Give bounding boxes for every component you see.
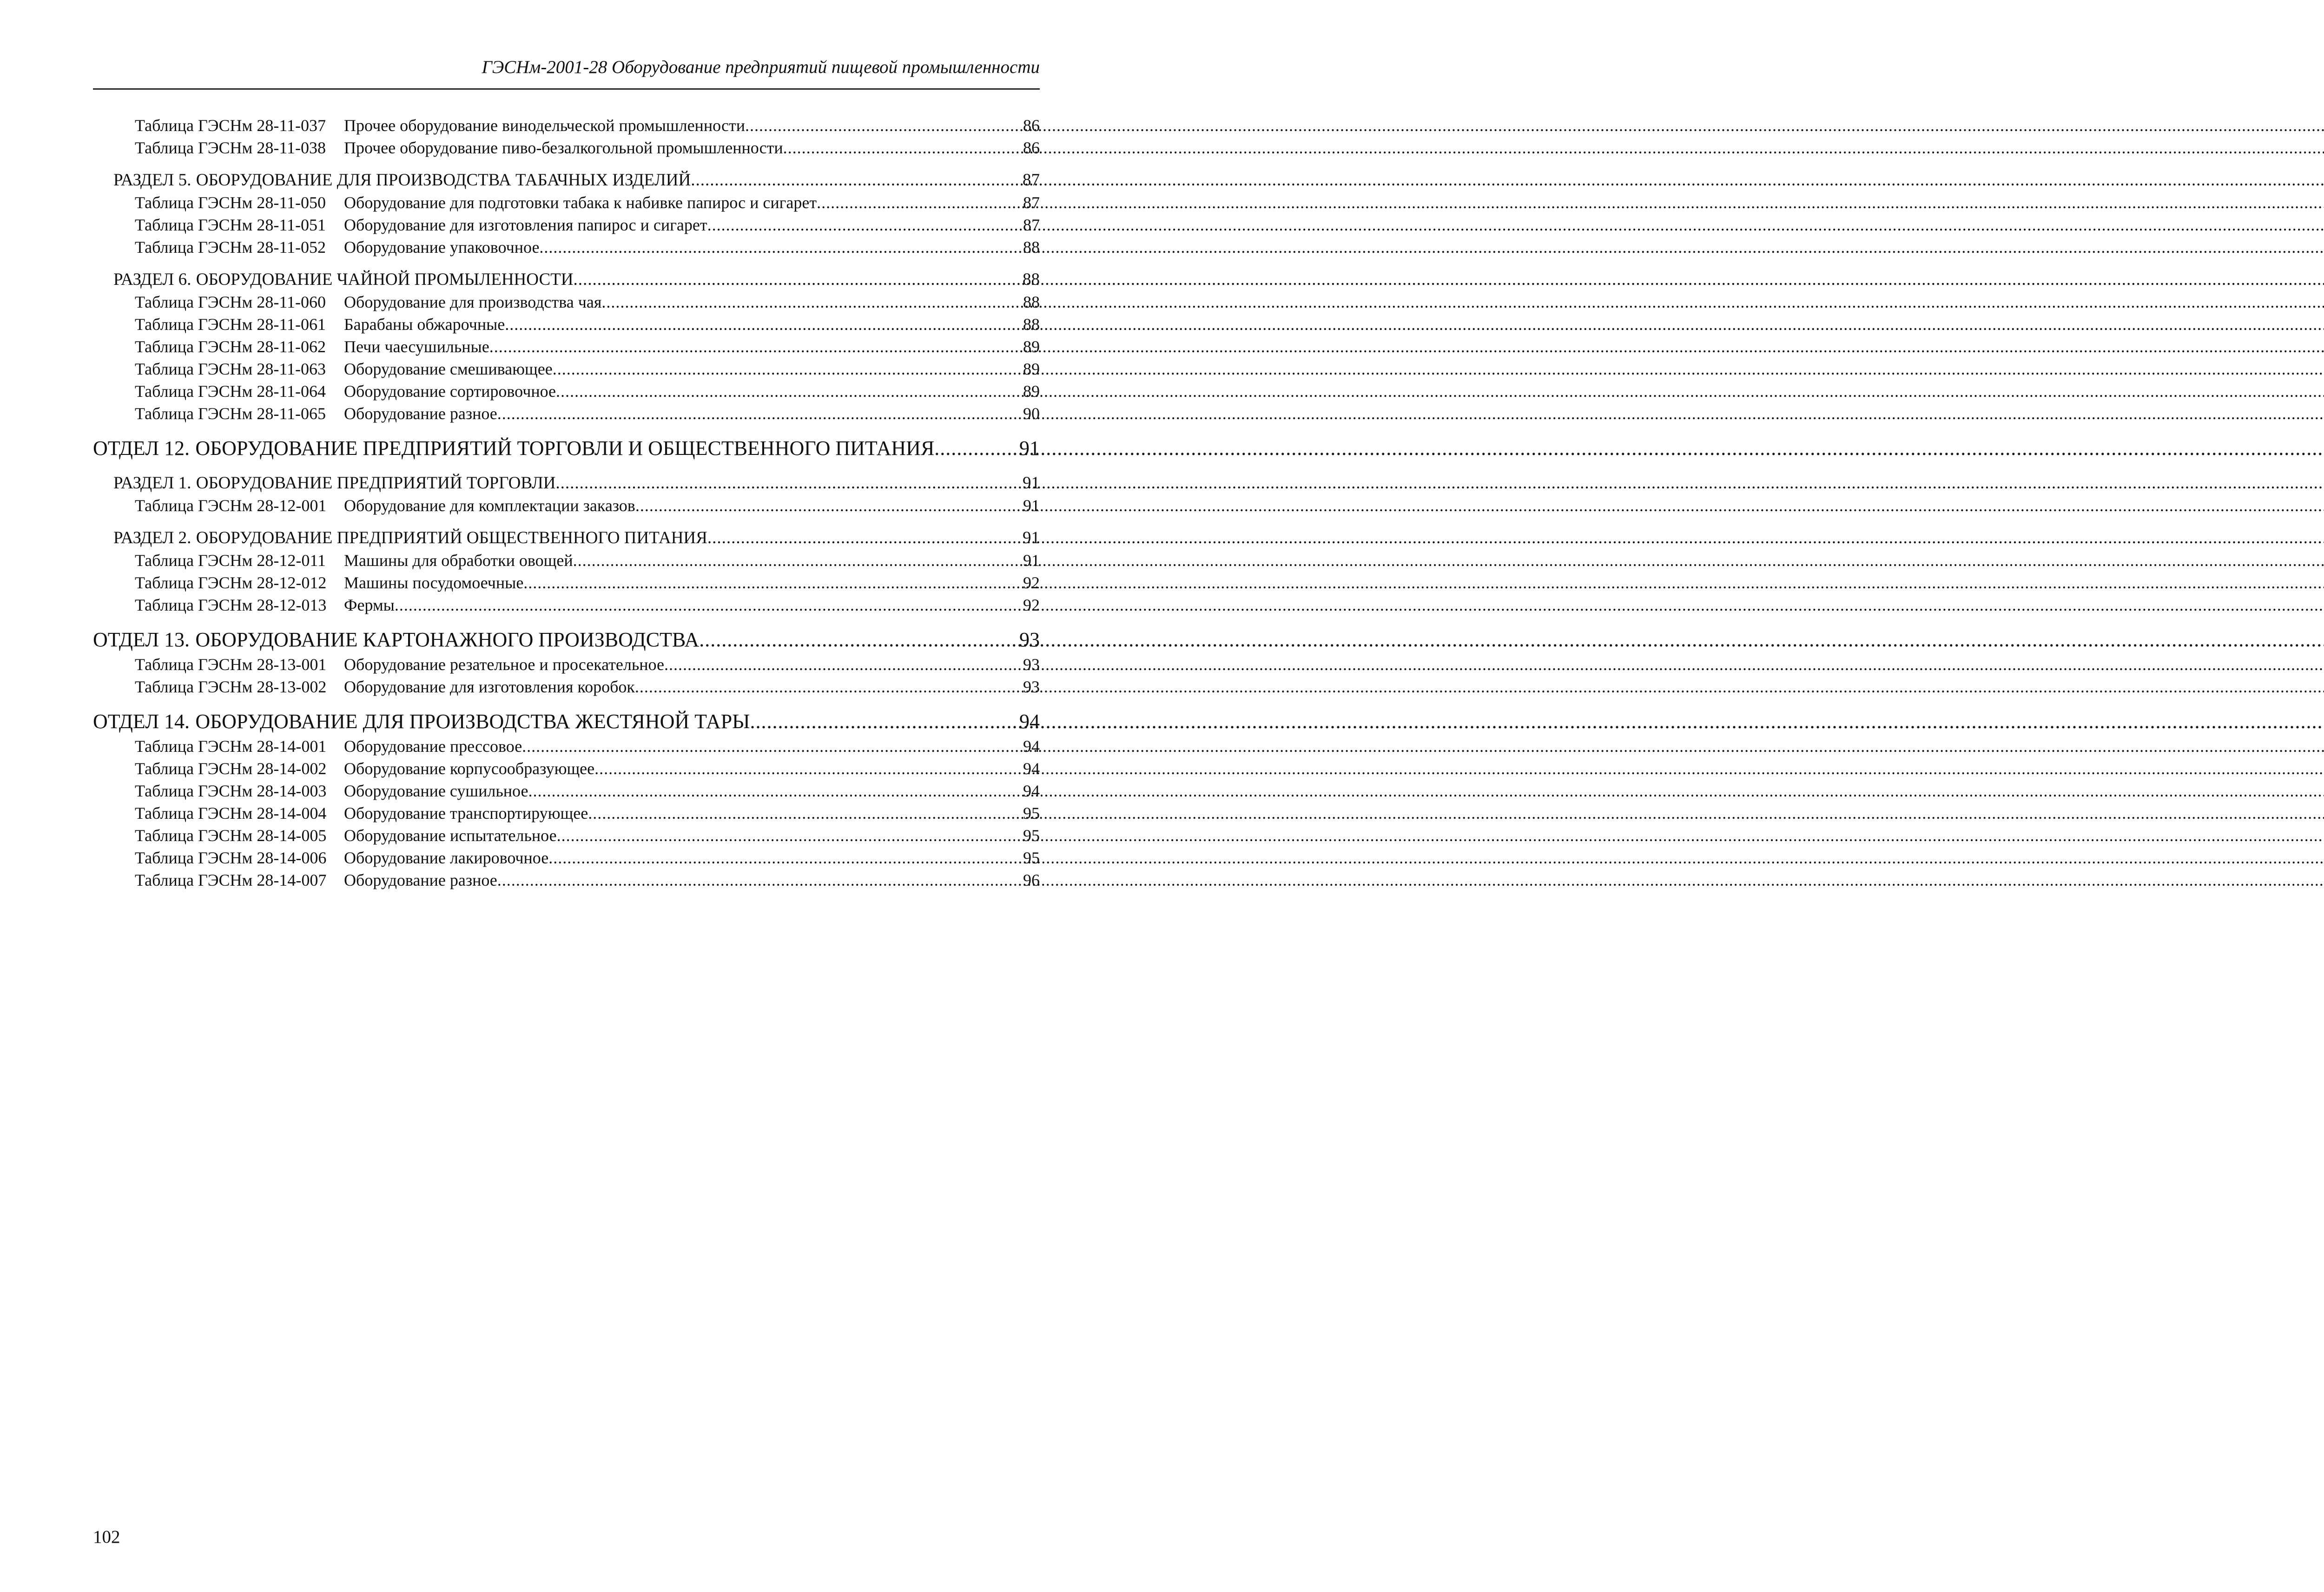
toc-entry-title: Прочее оборудование пиво-безалкогольной промышленности <box>344 138 783 157</box>
toc-entry-page: 87 <box>1023 193 1040 212</box>
dot-leader <box>573 549 1021 572</box>
dot-leader <box>601 291 1021 313</box>
toc-entry-page: 93 <box>1023 678 1040 696</box>
toc-entry-title: Оборудование смешивающее <box>344 360 553 378</box>
toc-entry-section <box>93 269 1040 291</box>
toc-entry-title: Оборудование испытательное <box>344 826 557 845</box>
toc-entry-title: Машины для обработки овощей <box>344 551 573 570</box>
toc-entry-title: Оборудование сушильное <box>344 782 528 800</box>
toc-entry-page: 90 <box>1023 404 1040 423</box>
running-header: ГЭСНм-2001-28 Оборудование предприятий пищевой промышленности <box>482 57 1040 77</box>
toc-entry-table <box>93 572 1040 594</box>
dot-leader <box>699 626 1017 653</box>
toc-entry-section <box>93 169 1040 191</box>
toc-entry-code: Таблица ГЭСНм 28-12-011 <box>135 551 326 570</box>
toc-entry-page: 89 <box>1023 360 1040 378</box>
dot-leader <box>395 594 1021 616</box>
toc-entry-department <box>93 435 1040 462</box>
toc-entry-code: РАЗДЕЛ 6. <box>113 270 191 289</box>
toc-entry-title: Барабаны обжарочные <box>344 315 505 334</box>
toc-entry-code: РАЗДЕЛ 1. <box>113 474 191 493</box>
toc-entry-section <box>93 527 1040 549</box>
toc-entry-page: 92 <box>1023 596 1040 614</box>
toc-entry-section <box>93 472 1040 494</box>
toc-entry-department <box>93 708 1040 735</box>
dot-leader <box>528 780 1021 802</box>
toc-entry-table <box>93 236 1040 258</box>
toc-entry-title: Оборудование резательное и просекательное <box>344 655 664 674</box>
toc-entry-code: Таблица ГЭСНм 28-13-001 <box>135 655 327 674</box>
toc-entry-table <box>93 653 1040 676</box>
toc-entry-title: Оборудование транспортирующее <box>344 804 588 822</box>
toc-entry-page: 95 <box>1023 849 1040 867</box>
toc-entry-page: 95 <box>1023 826 1040 845</box>
header-rule <box>93 88 1040 90</box>
toc-entry-table <box>93 313 1040 336</box>
toc-entry-code: Таблица ГЭСНм 28-11-038 <box>135 138 326 157</box>
toc-entry-code: ОТДЕЛ 13. <box>93 628 190 651</box>
toc-entry-page: 95 <box>1023 804 1040 822</box>
toc-entry-page: 93 <box>1019 628 1040 651</box>
toc-entry-table <box>93 735 1040 757</box>
dot-leader <box>664 653 1021 676</box>
toc-entry-title: ОБОРУДОВАНИЕ КАРТОНАЖНОГО ПРОИЗВОДСТВА <box>195 628 700 651</box>
toc-entry-code: Таблица ГЭСНм 28-13-002 <box>135 678 327 696</box>
toc-entry-code: Таблица ГЭСНм 28-14-005 <box>135 826 327 845</box>
dot-leader <box>783 137 1021 159</box>
toc-entry-table <box>93 137 1040 159</box>
toc-entry-table <box>93 336 1040 358</box>
dot-leader <box>745 114 1021 137</box>
toc-entry-page: 94 <box>1023 737 1040 756</box>
toc-entry-table <box>93 494 1040 517</box>
toc-entry-title: Оборудование для подготовки табака к набивке папирос и сигарет <box>344 193 817 212</box>
toc-entry-code: Таблица ГЭСНм 28-12-001 <box>135 496 327 515</box>
toc-entry-table <box>93 847 1040 869</box>
toc-entry-page: 87 <box>1023 216 1040 234</box>
toc-entry-code: ОТДЕЛ 14. <box>93 710 190 733</box>
toc-entry-page: 86 <box>1023 116 1040 135</box>
dot-leader <box>588 802 1021 824</box>
dot-leader <box>594 757 1021 780</box>
toc-entry-code: ОТДЕЛ 12. <box>93 437 190 460</box>
toc-entry-title: Оборудование упаковочное <box>344 238 540 257</box>
toc-entry-table <box>93 869 1040 891</box>
toc-entry-table <box>93 594 1040 616</box>
toc-entry-page: 89 <box>1023 337 1040 356</box>
dot-leader <box>555 472 1021 494</box>
toc-entry-code: Таблица ГЭСНм 28-14-004 <box>135 804 327 822</box>
toc-entry-code: Таблица ГЭСНм 28-11-051 <box>135 216 326 234</box>
toc-entry-table <box>93 214 1040 236</box>
toc-entry-code: Таблица ГЭСНм 28-12-012 <box>135 573 327 592</box>
toc-entry-code: Таблица ГЭСНм 28-14-006 <box>135 849 327 867</box>
toc-entry-title: Оборудование для изготовления папирос и сигарет <box>344 216 707 234</box>
toc-entry-page: 88 <box>1023 293 1040 311</box>
toc-entry-title: ОБОРУДОВАНИЕ ПРЕДПРИЯТИЙ ТОРГОВЛИ <box>196 474 556 493</box>
toc-entry-code: Таблица ГЭСНм 28-11-052 <box>135 238 326 257</box>
toc-entry-page: 88 <box>1023 315 1040 334</box>
toc-entry-page: 94 <box>1019 710 1040 733</box>
dot-leader <box>497 869 1021 891</box>
table-of-contents <box>93 114 1040 891</box>
toc-entry-title: Оборудование корпусообразующее <box>344 759 595 778</box>
toc-entry-page: 94 <box>1023 759 1040 778</box>
toc-entry-table <box>93 358 1040 380</box>
toc-entry-title: Оборудование для изготовления коробок <box>344 678 635 696</box>
toc-entry-table <box>93 114 1040 137</box>
toc-entry-page: 87 <box>1023 171 1040 190</box>
toc-entry-code: Таблица ГЭСНм 28-11-065 <box>135 404 326 423</box>
toc-entry-code: Таблица ГЭСНм 28-11-050 <box>135 193 326 212</box>
toc-entry-title: Прочее оборудование винодельческой промышленности <box>344 116 745 135</box>
toc-entry-title: Оборудование разное <box>344 871 497 889</box>
dot-leader <box>522 735 1021 757</box>
toc-entry-title: Машины посудомоечные <box>344 573 524 592</box>
toc-entry-title: Оборудование для комплектации заказов <box>344 496 635 515</box>
dot-leader <box>573 269 1021 291</box>
toc-entry-table <box>93 291 1040 313</box>
dot-leader <box>707 214 1021 236</box>
toc-entry-page: 88 <box>1023 238 1040 257</box>
toc-entry-title: Оборудование сортировочное <box>344 382 556 401</box>
dot-leader <box>548 847 1021 869</box>
dot-leader <box>556 380 1021 402</box>
toc-entry-table <box>93 802 1040 824</box>
toc-entry-page: 91 <box>1023 496 1040 515</box>
toc-entry-table <box>93 676 1040 698</box>
toc-entry-code: РАЗДЕЛ 5. <box>113 171 191 190</box>
dot-leader <box>505 313 1021 336</box>
toc-entry-table <box>93 549 1040 572</box>
toc-entry-page: 91 <box>1023 551 1040 570</box>
toc-entry-code: Таблица ГЭСНм 28-14-002 <box>135 759 327 778</box>
dot-leader <box>750 708 1017 735</box>
toc-entry-page: 88 <box>1023 270 1040 289</box>
toc-entry-code: Таблица ГЭСНм 28-12-013 <box>135 596 327 614</box>
toc-entry-page: 91 <box>1023 528 1040 547</box>
toc-entry-code: Таблица ГЭСНм 28-14-001 <box>135 737 327 756</box>
toc-entry-table <box>93 402 1040 425</box>
toc-entry-page: 89 <box>1023 382 1040 401</box>
toc-entry-department <box>93 626 1040 653</box>
dot-leader <box>497 402 1021 425</box>
toc-entry-title: ОБОРУДОВАНИЕ ПРЕДПРИЯТИЙ ТОРГОВЛИ И ОБЩЕСТВЕННОГО ПИТАНИЯ <box>195 437 935 460</box>
toc-entry-table <box>93 824 1040 847</box>
toc-entry-code: РАЗДЕЛ 2. <box>113 528 191 547</box>
toc-entry-code: Таблица ГЭСНм 28-11-037 <box>135 116 326 135</box>
toc-entry-title: ОБОРУДОВАНИЕ ДЛЯ ПРОИЗВОДСТВА ТАБАЧНЫХ ИЗДЕЛИЙ <box>196 171 691 190</box>
toc-entry-title: ОБОРУДОВАНИЕ ЧАЙНОЙ ПРОМЫЛЕННОСТИ <box>196 270 574 289</box>
toc-entry-page: 94 <box>1023 782 1040 800</box>
dot-leader <box>635 494 1021 517</box>
dot-leader <box>489 336 1021 358</box>
toc-entry-page: 96 <box>1023 871 1040 889</box>
toc-entry-page: 86 <box>1023 138 1040 157</box>
toc-entry-title: Фермы <box>344 596 395 614</box>
toc-entry-page: 93 <box>1023 655 1040 674</box>
toc-entry-code: Таблица ГЭСНм 28-11-064 <box>135 382 326 401</box>
toc-entry-title: ОБОРУДОВАНИЕ ПРЕДПРИЯТИЙ ОБЩЕСТВЕННОГО ПИТАНИЯ <box>196 528 707 547</box>
toc-entry-code: Таблица ГЭСНм 28-14-007 <box>135 871 327 889</box>
dot-leader <box>523 572 1021 594</box>
dot-leader <box>635 676 1021 698</box>
toc-entry-title: Оборудование для производства чая <box>344 293 602 311</box>
toc-entry-code: Таблица ГЭСНм 28-11-062 <box>135 337 326 356</box>
toc-entry-table <box>93 380 1040 402</box>
dot-leader <box>934 435 1017 462</box>
toc-entry-page: 91 <box>1023 474 1040 493</box>
toc-entry-table <box>93 780 1040 802</box>
dot-leader <box>539 236 1021 258</box>
dot-leader <box>817 191 1021 214</box>
toc-entry-title: Печи чаесушильные <box>344 337 489 356</box>
dot-leader <box>691 169 1021 191</box>
toc-entry-table <box>93 191 1040 214</box>
page-number: 102 <box>93 1527 120 1547</box>
toc-entry-table <box>93 757 1040 780</box>
toc-entry-title: ОБОРУДОВАНИЕ ДЛЯ ПРОИЗВОДСТВА ЖЕСТЯНОЙ ТАРЫ <box>195 710 750 733</box>
toc-entry-code: Таблица ГЭСНм 28-14-003 <box>135 782 327 800</box>
toc-entry-title: Оборудование разное <box>344 404 497 423</box>
toc-entry-code: Таблица ГЭСНм 28-11-060 <box>135 293 326 311</box>
toc-entry-page: 91 <box>1019 437 1040 460</box>
toc-entry-page: 92 <box>1023 573 1040 592</box>
toc-entry-code: Таблица ГЭСНм 28-11-061 <box>135 315 326 334</box>
dot-leader <box>553 358 1021 380</box>
dot-leader <box>707 527 1021 549</box>
toc-entry-title: Оборудование прессовое <box>344 737 522 756</box>
toc-entry-title: Оборудование лакировочное <box>344 849 549 867</box>
dot-leader <box>557 824 1021 847</box>
toc-entry-code: Таблица ГЭСНм 28-11-063 <box>135 360 326 378</box>
